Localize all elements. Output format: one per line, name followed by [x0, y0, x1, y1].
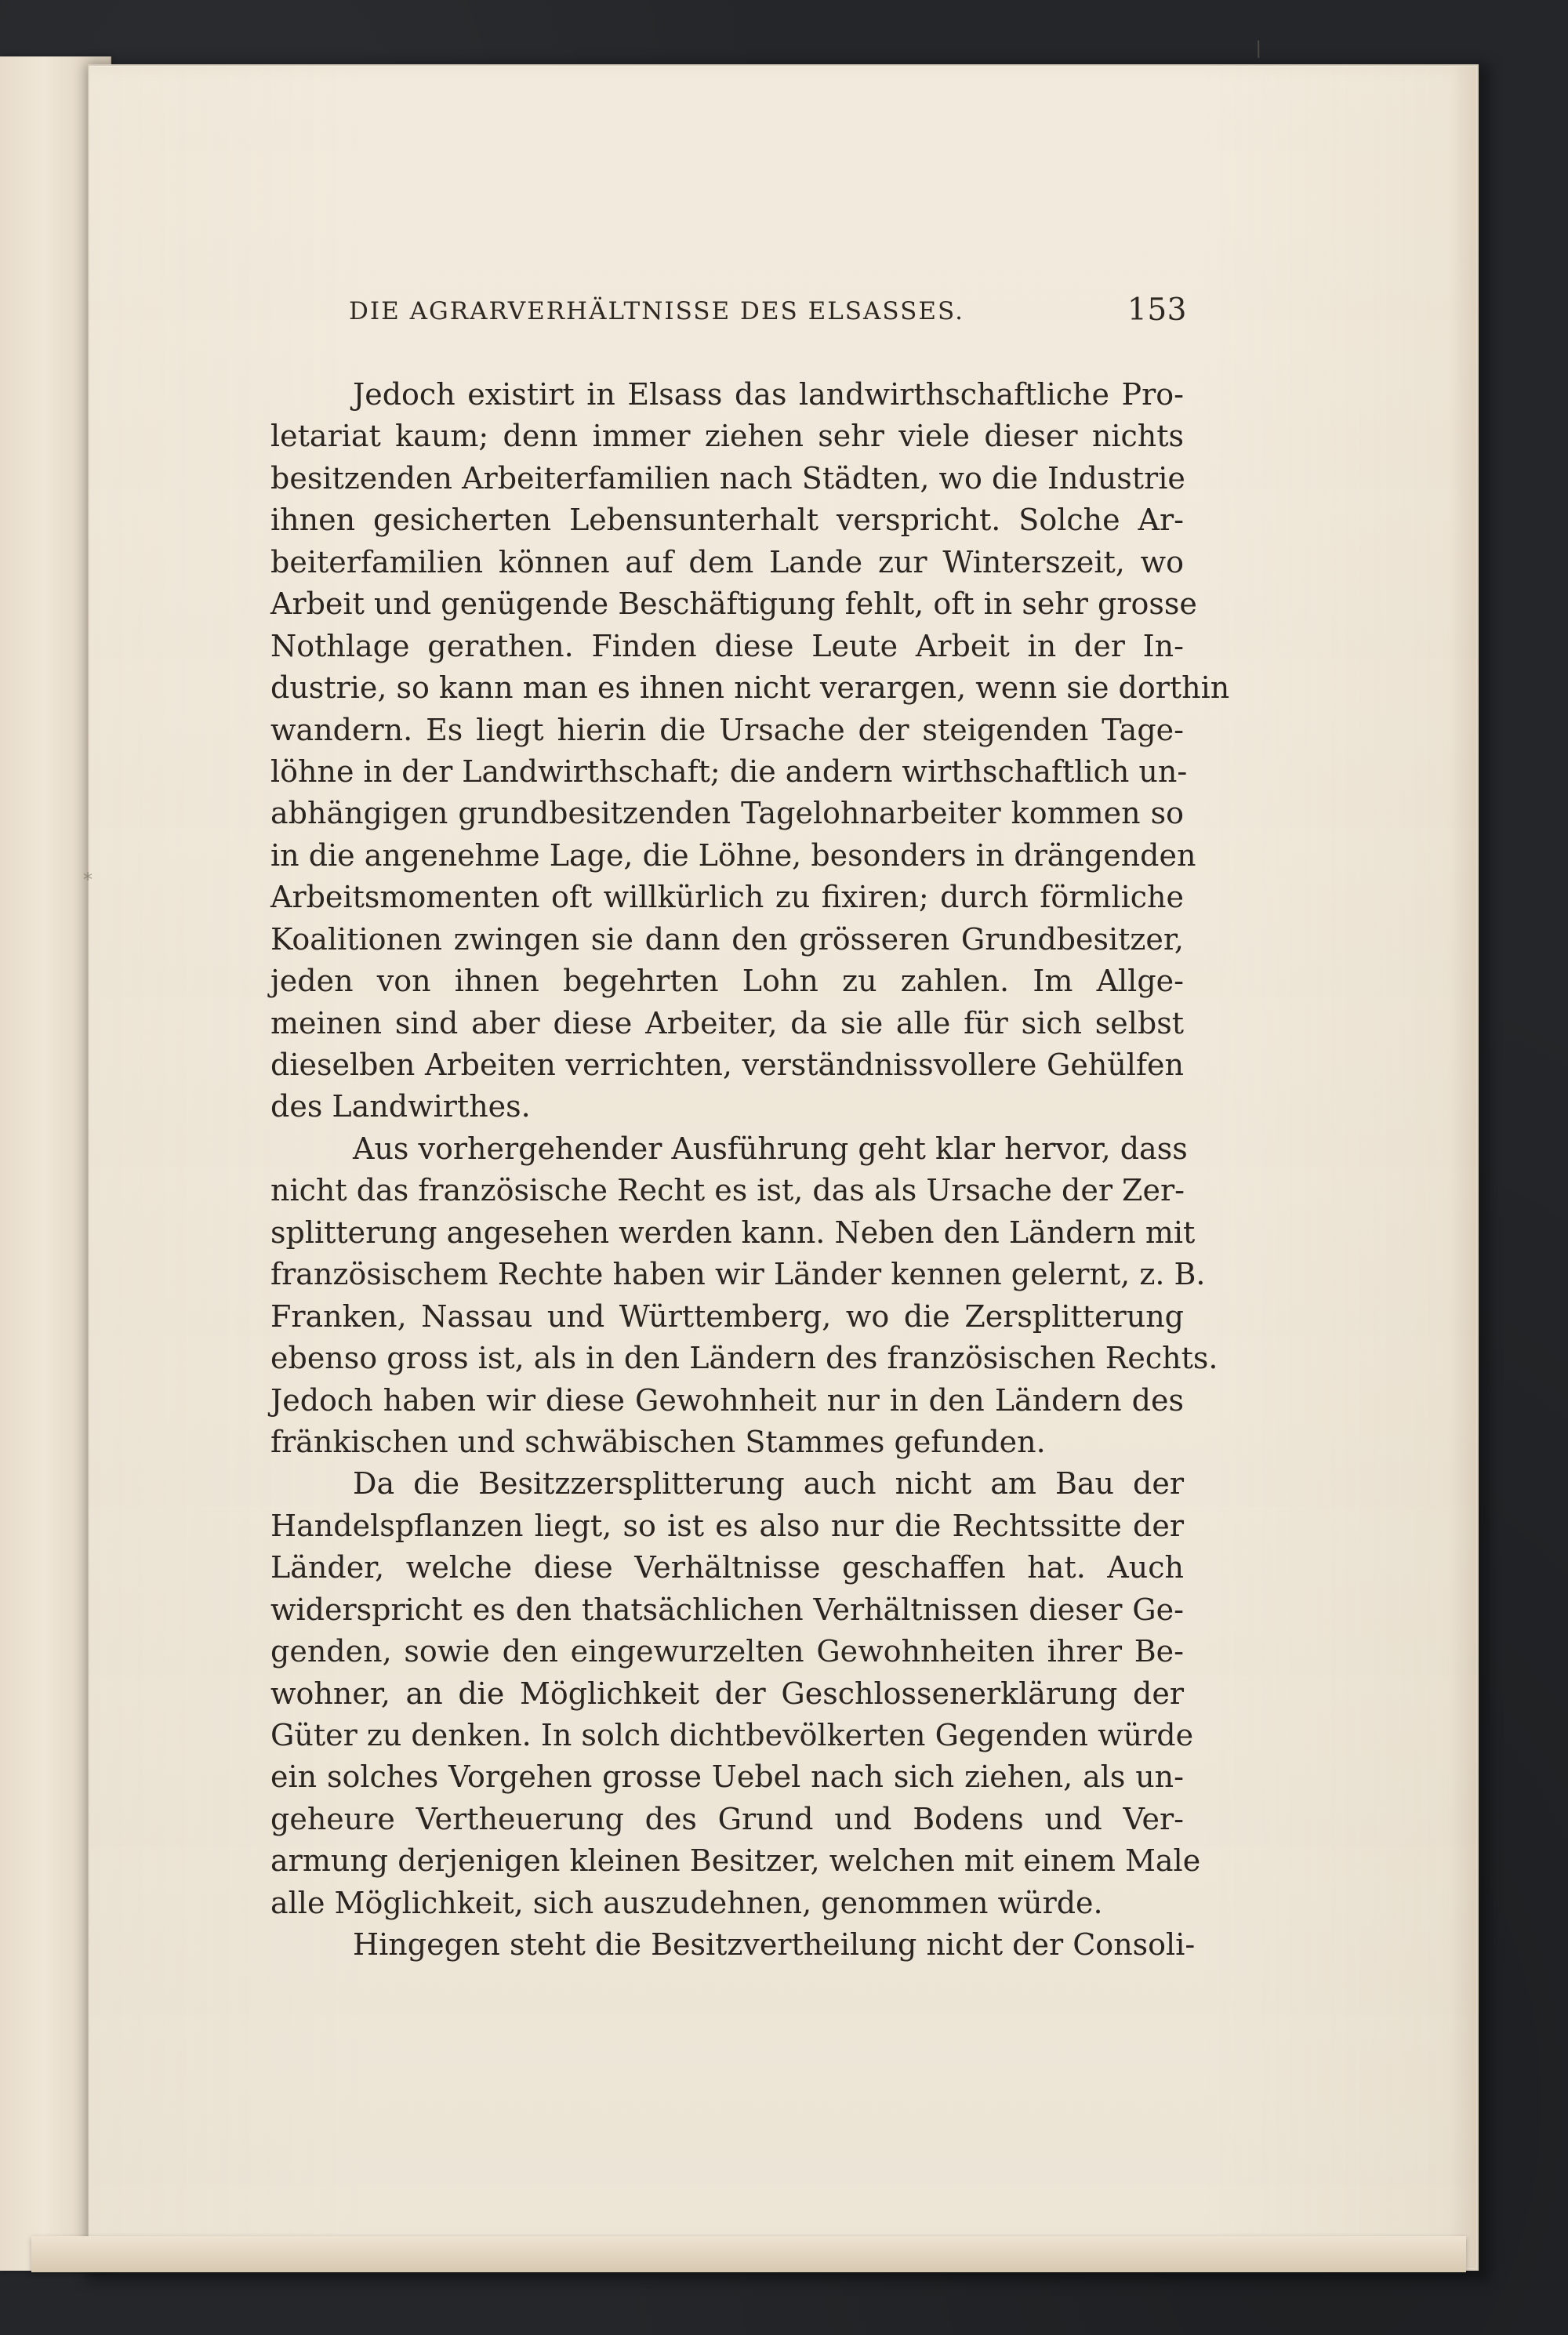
running-header: DIE AGRARVERHÄLTNISSE DES ELSASSES. [349, 297, 964, 325]
text-line: Aus vorhergehender Ausführung geht klar hervor, dass [353, 1131, 1188, 1166]
text-line: beiterfamilien können auf dem Lande zur Winterszeit, wo [270, 544, 1184, 579]
text-line: meinen sind aber diese Arbeiter, da sie alle für sich selbst [270, 1005, 1184, 1040]
text-line: besitzenden Arbeiterfamilien nach Städten, wo die Industrie [270, 460, 1185, 496]
page-fold [1450, 66, 1477, 2269]
page-mark: * [83, 869, 93, 891]
text-line: Handelspflanzen liegt, so ist es also nur die Rechtssitte der [270, 1508, 1184, 1543]
text-line: Länder, welche diese Verhältnisse geschaffen hat. Auch [270, 1550, 1184, 1585]
text-line: nicht das französische Recht es ist, das als Ursache der Zer- [270, 1173, 1185, 1208]
text-line: wohner, an die Möglichkeit der Geschlossenerklärung der [270, 1676, 1184, 1711]
text-line: wandern. Es liegt hierin die Ursache der steigenden Tage- [270, 712, 1184, 747]
page-corner-mark: / [1251, 37, 1266, 62]
text-line: Da die Besitzzersplitterung auch nicht am Bau der [353, 1466, 1184, 1502]
text-line: widerspricht es den thatsächlichen Verhältnissen dieser Ge- [270, 1592, 1184, 1627]
text-line: des Landwirthes. [270, 1089, 531, 1124]
text-line: Franken, Nassau und Württemberg, wo die Zersplitterung [270, 1298, 1184, 1334]
text-line: dustrie, so kann man es ihnen nicht verargen, wenn sie dorthin [270, 670, 1230, 706]
text-line: jeden von ihnen begehrten Lohn zu zahlen. Im Allge- [270, 964, 1184, 999]
text-line: letariat kaum; denn immer ziehen sehr viele dieser nichts [270, 419, 1184, 454]
text-line: fränkischen und schwäbischen Stammes gefunden. [270, 1424, 1046, 1459]
text-line: französischem Rechte haben wir Länder kennen gelernt, z. B. [270, 1257, 1206, 1292]
body-text [270, 374, 1230, 1966]
text-line: Jedoch haben wir diese Gewohnheit nur in den Ländern des [270, 1382, 1184, 1418]
text-line: abhängigen grundbesitzenden Tagelohnarbeiter kommen so [270, 796, 1184, 831]
text-line: Arbeitsmomenten oft willkürlich zu fixiren; durch förmliche [270, 880, 1184, 915]
text-line: Koalitionen zwingen sie dann den grösseren Grundbesitzer, [270, 921, 1184, 957]
text-line: armung derjenigen kleinen Besitzer, welchen mit einem Male [270, 1843, 1201, 1879]
text-line: löhne in der Landwirthschaft; die andern wirthschaftlich un- [270, 754, 1188, 789]
text-line: dieselben Arbeiten verrichten, verständnissvollere Gehülfen [270, 1048, 1184, 1082]
text-line: geheure Vertheuerung des Grund und Bodens und Ver- [270, 1801, 1184, 1836]
text-line: alle Möglichkeit, sich auszudehnen, genommen würde. [270, 1885, 1103, 1920]
text-line: Nothlage gerathen. Finden diese Leute Arbeit in der In- [270, 628, 1184, 663]
bottom-paper-strip [31, 2236, 1466, 2272]
page-number: 153 [1127, 292, 1187, 328]
text-line: Güter zu denken. In solch dichtbevölkerten Gegenden würde [270, 1718, 1194, 1752]
text-line: ein solches Vorgehen grosse Uebel nach sich ziehen, als un- [270, 1759, 1184, 1795]
text-line: splitterung angesehen werden kann. Neben den Ländern mit [270, 1215, 1196, 1250]
text-line: Arbeit und genügende Beschäftigung fehlt, oft in sehr grosse [270, 586, 1197, 622]
text-line: ebenso gross ist, als in den Ländern des französischen Rechts. [270, 1341, 1218, 1376]
text-line: ihnen gesicherten Lebensunterhalt verspricht. Solche Ar- [270, 503, 1184, 538]
text-line: Hingegen steht die Besitzvertheilung nicht der Consoli- [353, 1927, 1196, 1963]
text-line: Jedoch existirt in Elsass das landwirthschaftliche Pro- [353, 377, 1184, 412]
text-line: genden, sowie den eingewurzelten Gewohnheiten ihrer Be- [270, 1634, 1184, 1669]
text-line: in die angenehme Lage, die Löhne, besonders in drängenden [270, 837, 1196, 873]
